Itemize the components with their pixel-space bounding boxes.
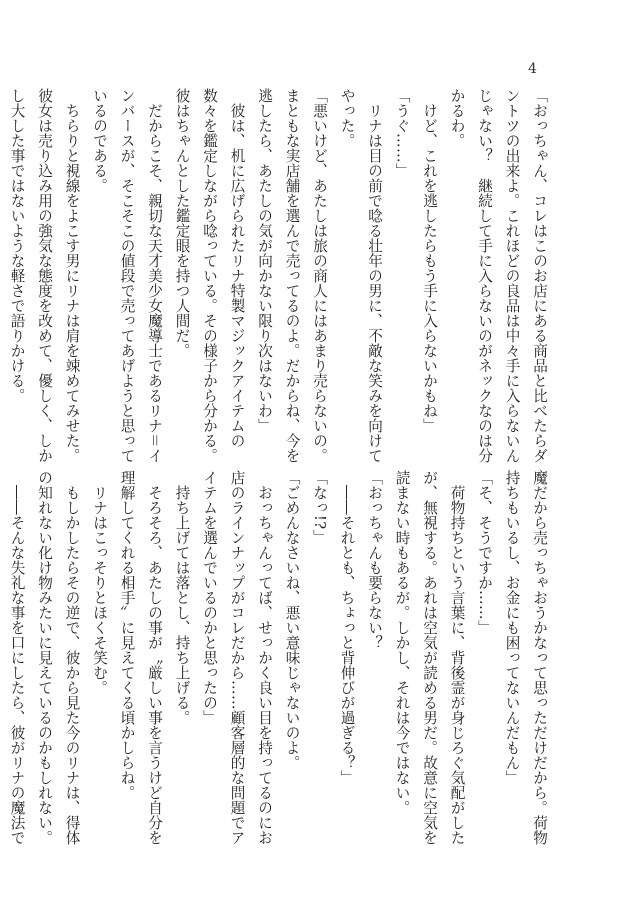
text-line: が、無視する。あれは空気が読める男だ。故意に空気を — [421, 470, 438, 845]
text-line: ちらりと視線をよこす男にリナは肩を竦めてみせた。 — [63, 88, 81, 463]
text-line: 「ごめんなさいね、悪い意味じゃないのよ。 — [283, 470, 301, 770]
text-line: けど、これを逃したらもう手に入らないかもね」 — [421, 88, 438, 433]
text-line: 「おっちゃんも要らない？ — [366, 470, 383, 650]
text-line: 持ちもいるし、お金にも困ってないんだもん」 — [503, 470, 521, 785]
text-line: やった。 — [338, 88, 356, 148]
text-line: ンバースが、そこそこの値段で売ってあげようと思って — [118, 88, 136, 463]
text-line: リナはこっそりとほくそ笑む。 — [91, 470, 108, 695]
text-line: 逃したら、あたしの気が向かない限り次はないわ」 — [256, 88, 273, 433]
text-line: 理解してくれる相手〟に見えてくる頃かしらね。 — [118, 470, 136, 800]
text-line: そろそろ、あたしの事が〝厳しい事を言うけど自分を — [146, 470, 163, 845]
text-line — [0, 88, 3, 456]
text-block-bottom — [8, 470, 553, 845]
text-line: ――それとも、ちょっと背伸びが過ぎる？」 — [338, 470, 356, 785]
text-line: 荷物持ちという言葉に、背後霊が身じろぐ気配がした — [448, 470, 466, 845]
text-line: 読まない時もあるが。しかし、それは今ではない。 — [393, 470, 411, 815]
page-number: 4 — [528, 61, 537, 77]
text-line: し大した事ではないような軽さで語りかける。 — [8, 88, 26, 403]
text-line: ントツの出来よ。これほどの良品は中々手に入らないん — [503, 88, 521, 463]
text-line: じゃない？ 継続して手に入らないのがネックなのは分 — [476, 88, 493, 463]
text-line: 数々を鑑定しながら唸っている。その様子から分かる。 — [201, 88, 218, 463]
text-line: 店のラインナップがコレだから……顧客層的な問題でア — [228, 470, 246, 845]
text-line: 彼女は売り込み用の強気な態度を改めて、優しく、しか — [36, 88, 53, 463]
text-line: 彼はちゃんとした鑑定眼を持つ人間だ。 — [173, 88, 191, 358]
text-line: もしかしたらその逆で、彼から見た今のリナは、得体 — [63, 470, 81, 845]
text-line: 「そ、そうですか……」 — [476, 470, 493, 635]
text-block-top — [8, 88, 553, 463]
text-line: おっちゃんってば、せっかく良い目を持ってるのにお — [256, 470, 273, 845]
text-line: 「おっちゃん、コレはこのお店にある商品と比べたらダ — [531, 88, 548, 463]
text-line: リナは目の前で唸る壮年の男に、不敵な笑みを向けて — [366, 88, 383, 463]
text-line: 「なっ!?」 — [311, 470, 328, 545]
text-line: かるわ。 — [448, 88, 466, 148]
text-line: ――そんな失礼な事を口にしたら、彼がリナの魔法で — [8, 470, 26, 845]
text-line: 魔だから売っちゃおうかなって思っただけだから。荷物 — [531, 470, 548, 845]
text-line: 「うぐ……」 — [393, 88, 411, 178]
text-line: いるのである。 — [91, 88, 108, 193]
text-line: 持ち上げては落とし、持ち上げる。 — [173, 470, 191, 725]
text-line: 「悪いけど、あたしは旅の商人にはあまり売らないの。 — [311, 88, 328, 463]
text-line: イテムを選んでいるのかと思ったの」 — [201, 470, 218, 725]
text-line: まともな実店舗を選んで売ってるのよ。だからね、今を — [283, 88, 301, 463]
text-line: だからこそ、親切な天才美少女魔導士であるリナ＝イ — [146, 88, 163, 463]
text-line: の知れない化け物みたいに見えているのかもしれない。 — [36, 470, 53, 845]
text-line: 彼は、机に広げられたリナ特製マジックアイテムの — [228, 88, 246, 448]
